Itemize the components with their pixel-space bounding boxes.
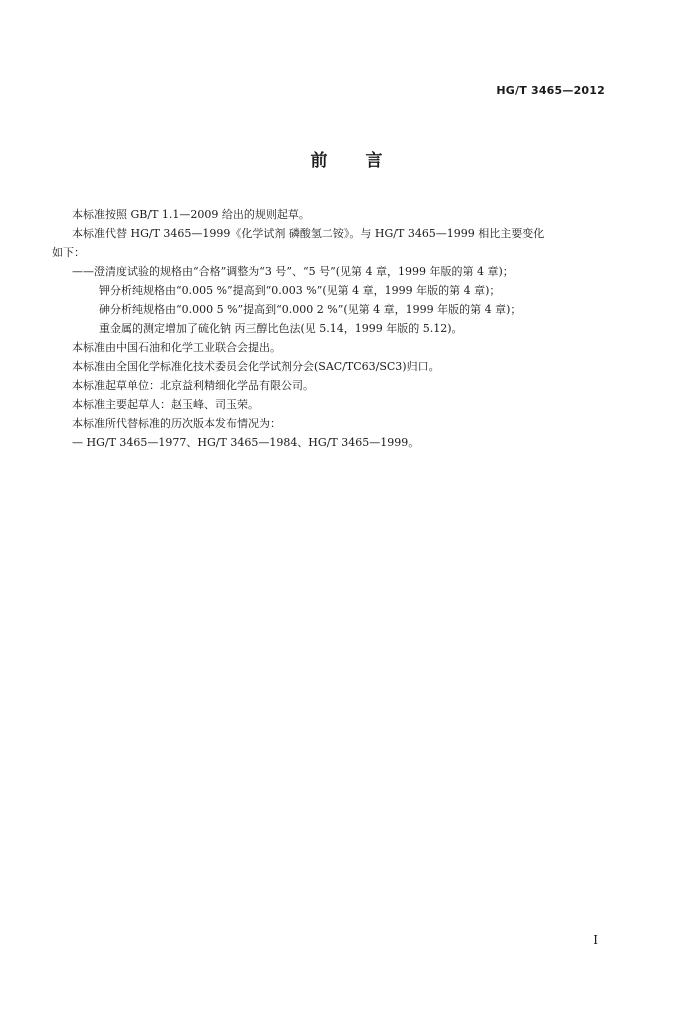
title-char-1: 前 xyxy=(310,151,328,171)
change-item-potassium: 钾分析纯规格由“0.005 %”提高到“0.003 %”(见第 4 章，1999 年版的第 4 章)； xyxy=(99,284,501,297)
page-number: I xyxy=(593,933,598,947)
previous-editions-list: — HG/T 3465—1977、HG/T 3465—1984、HG/T 3465—1999。 xyxy=(72,436,420,449)
paragraph-previous-editions: 本标准所代替标准的历次版本发布情况为： xyxy=(72,417,281,430)
paragraph-proposed-by: 本标准由中国石油和化学工业联合会提出。 xyxy=(72,341,281,354)
page-title xyxy=(0,146,693,171)
paragraph-drafting-unit: 本标准起草单位：北京益利精细化学品有限公司。 xyxy=(72,379,314,392)
paragraph-drafting-rules: 本标准按照 GB/T 1.1—2009 给出的规则起草。 xyxy=(72,208,310,221)
paragraph-replaces-line2: 如下： xyxy=(52,246,85,259)
standard-code: HG/T 3465—2012 xyxy=(496,84,605,97)
paragraph-under-jurisdiction: 本标准由全国化学标准化技术委员会化学试剂分会(SAC/TC63/SC3)归口。 xyxy=(72,360,440,373)
title-char-2: 言 xyxy=(365,151,383,171)
change-item-arsenic: 砷分析纯规格由“0.000 5 %”提高到“0.000 2 %”(见第 4 章，1999 年版的第 4 章)； xyxy=(99,303,522,316)
change-item-clarity: ——澄清度试验的规格由“合格”调整为“3 号”、“5 号”(见第 4 章，1999 年版的第 4 章)； xyxy=(72,265,514,278)
paragraph-drafters: 本标准主要起草人：赵玉峰、司玉荣。 xyxy=(72,398,259,411)
paragraph-replaces-line1: 本标准代替 HG/T 3465—1999《化学试剂 磷酸氢二铵》。与 HG/T 3465—1999 相比主要变化 xyxy=(72,227,545,240)
change-item-heavy-metals: 重金属的测定增加了硫化钠 丙三醇比色法(见 5.14，1999 年版的 5.12)。 xyxy=(99,322,463,335)
